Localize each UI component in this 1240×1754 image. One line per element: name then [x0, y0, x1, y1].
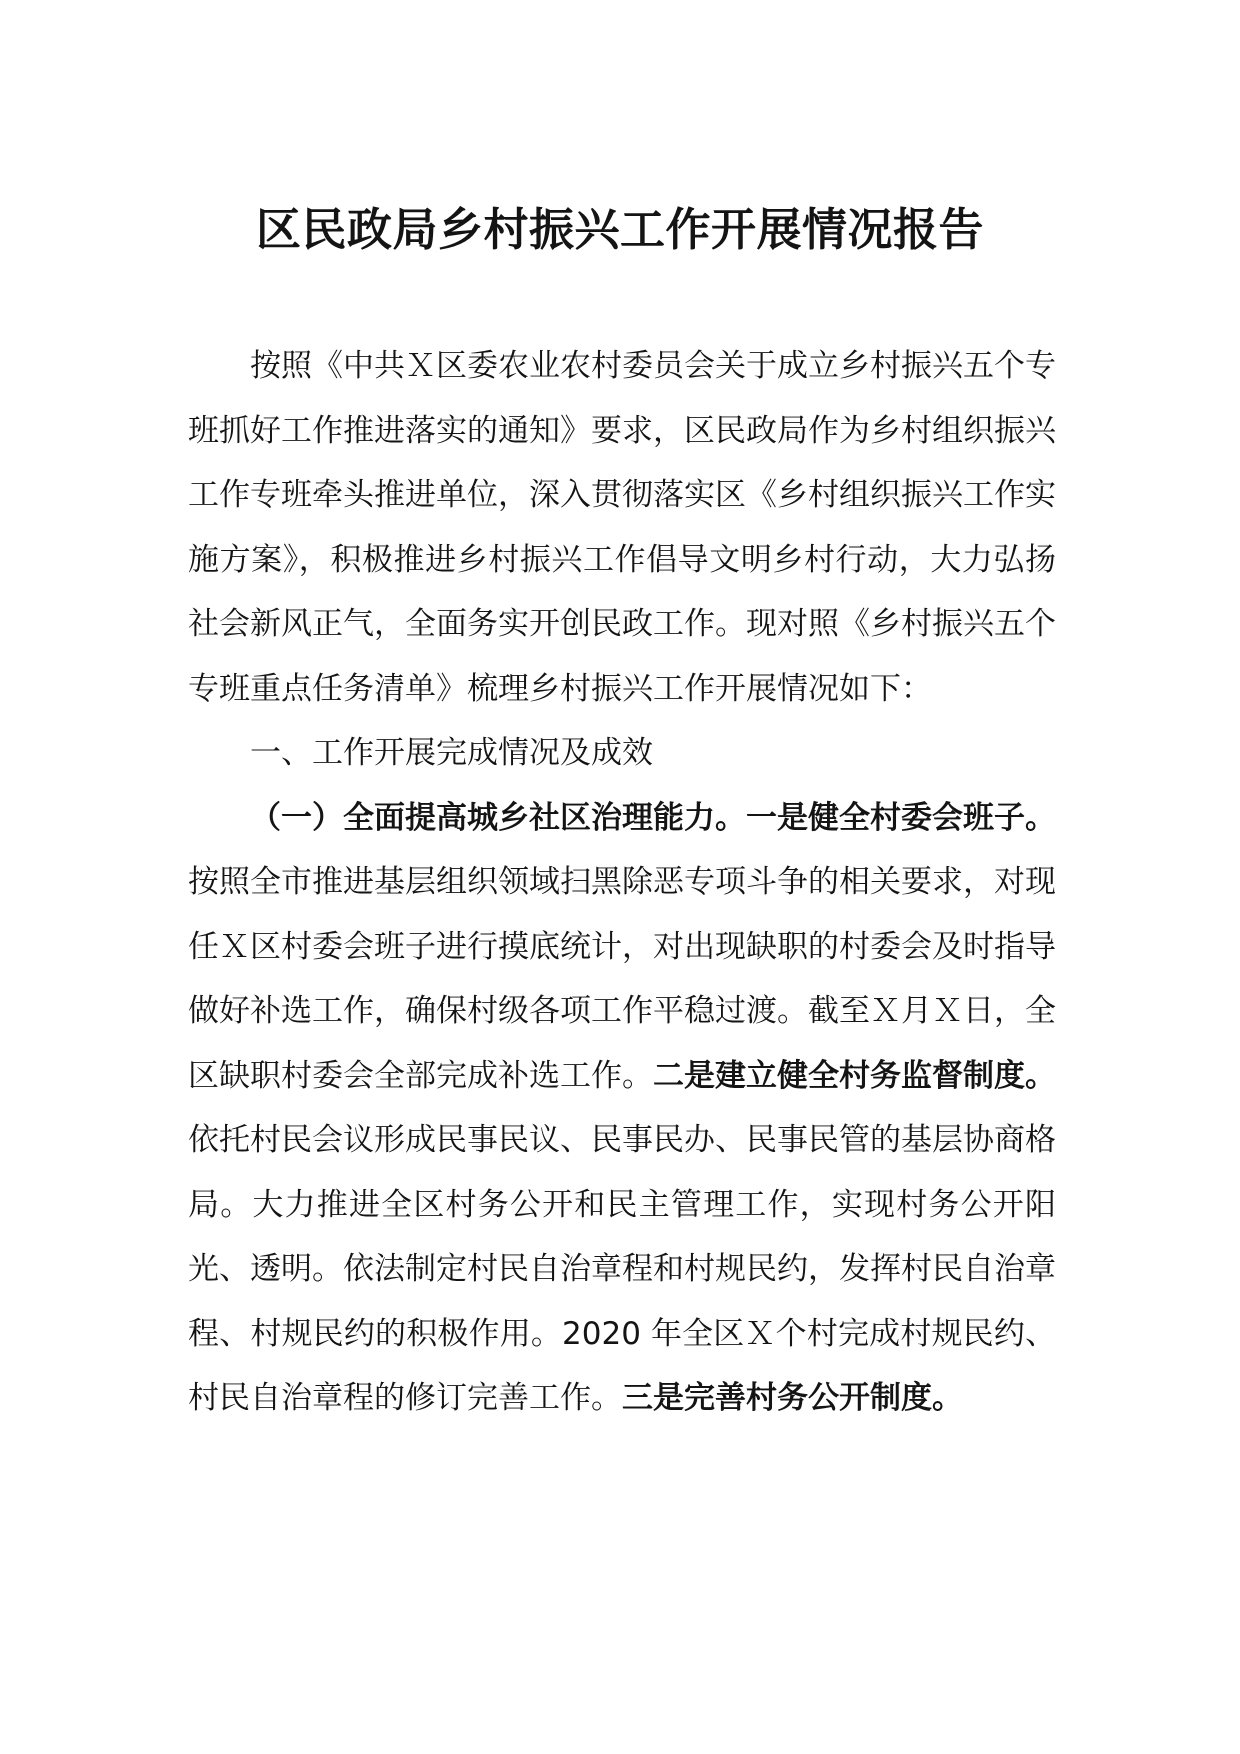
item-1-text: 按照全市推进基层组织领域扫黑除恶专项斗争的相关要求，对现任Ｘ区村委会班子进行摸底统计，对出现缺职的村委会及时指导做好补选工作，确保村级各项工作平稳过渡。截至Ｘ月Ｘ日，全区缺职村委会全部完成补选工作。 [188, 864, 1056, 1094]
section-heading: 一、工作开展完成情况及成效 [250, 735, 653, 771]
subsection-paragraph [188, 786, 1056, 1431]
intro-paragraph: 按照《中共Ｘ区委农业农村委员会关于成立乡村振兴五个专班抓好工作推进落实的通知》要求，区民政局作为乡村组织振兴工作专班牵头推进单位，深入贯彻落实区《乡村组织振兴工作实施方案》，积极推进乡村振兴工作倡导文明乡村行动，大力弘扬社会新风正气，全面务实开创民政工作。现对照《乡村振兴五个专班重点任务清单》梳理乡村振兴工作开展情况如下： [188, 348, 1056, 707]
item-1-lead: 一是健全村委会班子。 [746, 799, 1056, 836]
item-3-lead: 三是完善村务公开制度。 [622, 1380, 963, 1416]
item-2-text: 依托村民会议形成民事民议、民事民办、民事民管的基层协商格局。大力推进全区村务公开和民主管理工作，实现村务公开阳光、透明。依法制定村民自治章程和村规民约，发挥村民自治章程、村规民约的积极作用。2020 年全区Ｘ个村完成村规民约、村民自治章程的修订完善工作。 [188, 1122, 1056, 1416]
document-body [188, 334, 1056, 1431]
item-2-lead: 二是建立健全村务监督制度。 [653, 1057, 1056, 1094]
document-title: 区民政局乡村振兴工作开展情况报告 [255, 203, 984, 256]
subsection-heading: （一）全面提高城乡社区治理能力。 [250, 799, 746, 836]
